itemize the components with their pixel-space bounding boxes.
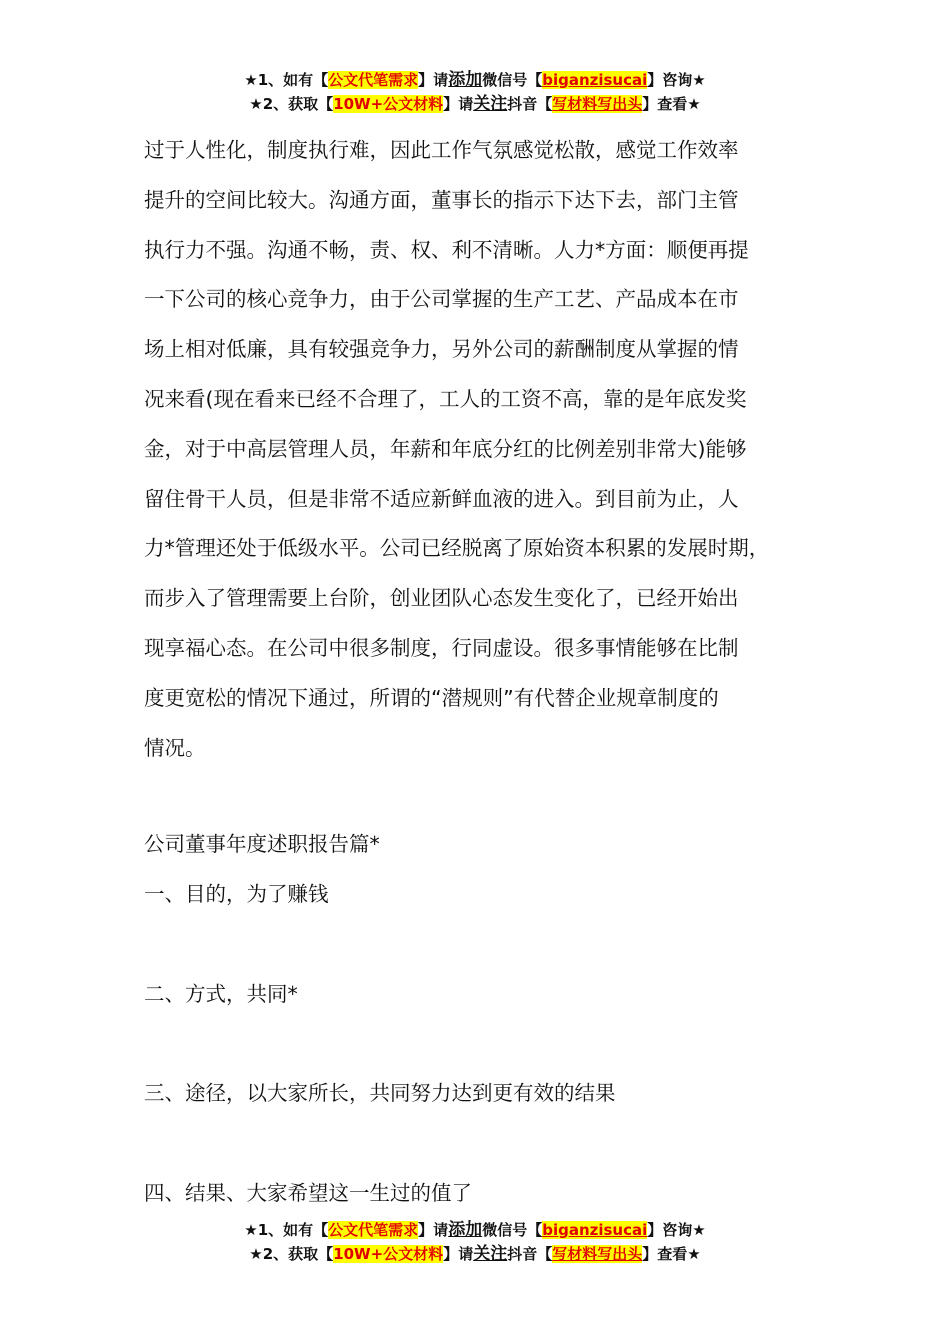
body-paragraph bbox=[144, 126, 834, 773]
banner-line-2 bbox=[0, 1242, 950, 1266]
banner-text: 】请 bbox=[443, 1245, 474, 1263]
body-line: 过于人性化，制度执行难，因此工作气氛感觉松散，感觉工作效率 bbox=[144, 138, 739, 162]
banner-text: 】查看★ bbox=[642, 95, 701, 113]
list-item: 二、方式，共同* bbox=[144, 982, 298, 1006]
banner-text: 】请 bbox=[418, 71, 449, 89]
list-item: 一、目的，为了赚钱 bbox=[144, 882, 329, 906]
banner-text: 抖音【 bbox=[507, 95, 553, 113]
banner-text: 】查看★ bbox=[642, 1245, 701, 1263]
header-banner bbox=[0, 68, 950, 116]
wechat-id: biganzisucai bbox=[542, 1221, 648, 1239]
body-line: 场上相对低廉，具有较强竞争力，另外公司的薪酬制度从掌握的情 bbox=[144, 337, 739, 362]
douyin-id: 写材料写出头 bbox=[552, 1245, 643, 1263]
body-line: 金，对于中高层管理人员，年薪和年底分红的比例差别非常大)能够 bbox=[144, 436, 747, 461]
body-line: 现享福心态。在公司中很多制度，行同虚设。很多事情能够在比制 bbox=[144, 635, 739, 660]
banner-text: 】请 bbox=[418, 1221, 449, 1239]
body-line: 留住骨干人员，但是非常不适应新鲜血液的进入。到目前为止，人 bbox=[144, 486, 739, 511]
body-line: 力*管理还处于低级水平。公司已经脱离了原始资本积累的发展时期， bbox=[144, 536, 770, 561]
douyin-id: 写材料写出头 bbox=[552, 95, 643, 113]
banner-line-2 bbox=[0, 92, 950, 116]
list-item: 四、结果、大家希望这一生过的值了 bbox=[144, 1181, 472, 1205]
banner-text: 】咨询★ bbox=[647, 1221, 706, 1239]
banner-text: ★1、如有【 bbox=[244, 1221, 329, 1239]
banner-line-1 bbox=[0, 1218, 950, 1242]
banner-text: ★2、获取【 bbox=[249, 95, 334, 113]
wechat-id: biganzisucai bbox=[542, 71, 648, 89]
banner-text: 】咨询★ bbox=[647, 71, 706, 89]
banner-text: 微信号【 bbox=[482, 1221, 543, 1239]
banner-highlight: 10W+公文材料 bbox=[333, 1245, 444, 1263]
banner-emphasis: 关注 bbox=[473, 94, 508, 114]
banner-highlight: 10W+公文材料 bbox=[333, 95, 444, 113]
banner-text: ★2、获取【 bbox=[249, 1245, 334, 1263]
banner-text: ★1、如有【 bbox=[244, 71, 329, 89]
body-line: 情况。 bbox=[144, 735, 206, 760]
footer-banner bbox=[0, 1218, 950, 1266]
banner-emphasis: 关注 bbox=[473, 1244, 508, 1264]
banner-highlight: 公文代笔需求 bbox=[328, 71, 419, 89]
banner-highlight: 公文代笔需求 bbox=[328, 1221, 419, 1239]
body-line: 况来看(现在看来已经不合理了，工人的工资不高，靠的是年底发奖 bbox=[144, 386, 747, 411]
banner-emphasis: 添加 bbox=[448, 70, 483, 90]
banner-text: 】请 bbox=[443, 95, 474, 113]
banner-text: 微信号【 bbox=[482, 71, 543, 89]
banner-emphasis: 添加 bbox=[448, 1220, 483, 1240]
list-item: 三、途径，以大家所长，共同努力达到更有效的结果 bbox=[144, 1081, 616, 1105]
banner-text: 抖音【 bbox=[507, 1245, 553, 1263]
body-line: 提升的空间比较大。沟通方面，董事长的指示下达下去，部门主管 bbox=[144, 187, 739, 212]
body-line: 而步入了管理需要上台阶，创业团队心态发生变化了，已经开始出 bbox=[144, 586, 739, 611]
body-line: 执行力不强。沟通不畅，责、权、利不清晰。人力*方面：顺便再提 bbox=[144, 237, 749, 262]
banner-line-1 bbox=[0, 68, 950, 92]
body-line: 一下公司的核心竞争力，由于公司掌握的生产工艺、产品成本在市 bbox=[144, 287, 739, 312]
body-line: 度更宽松的情况下通过，所谓的“潜规则”有代替企业规章制度的 bbox=[144, 685, 719, 710]
section-heading: 公司董事年度述职报告篇* bbox=[144, 832, 380, 856]
